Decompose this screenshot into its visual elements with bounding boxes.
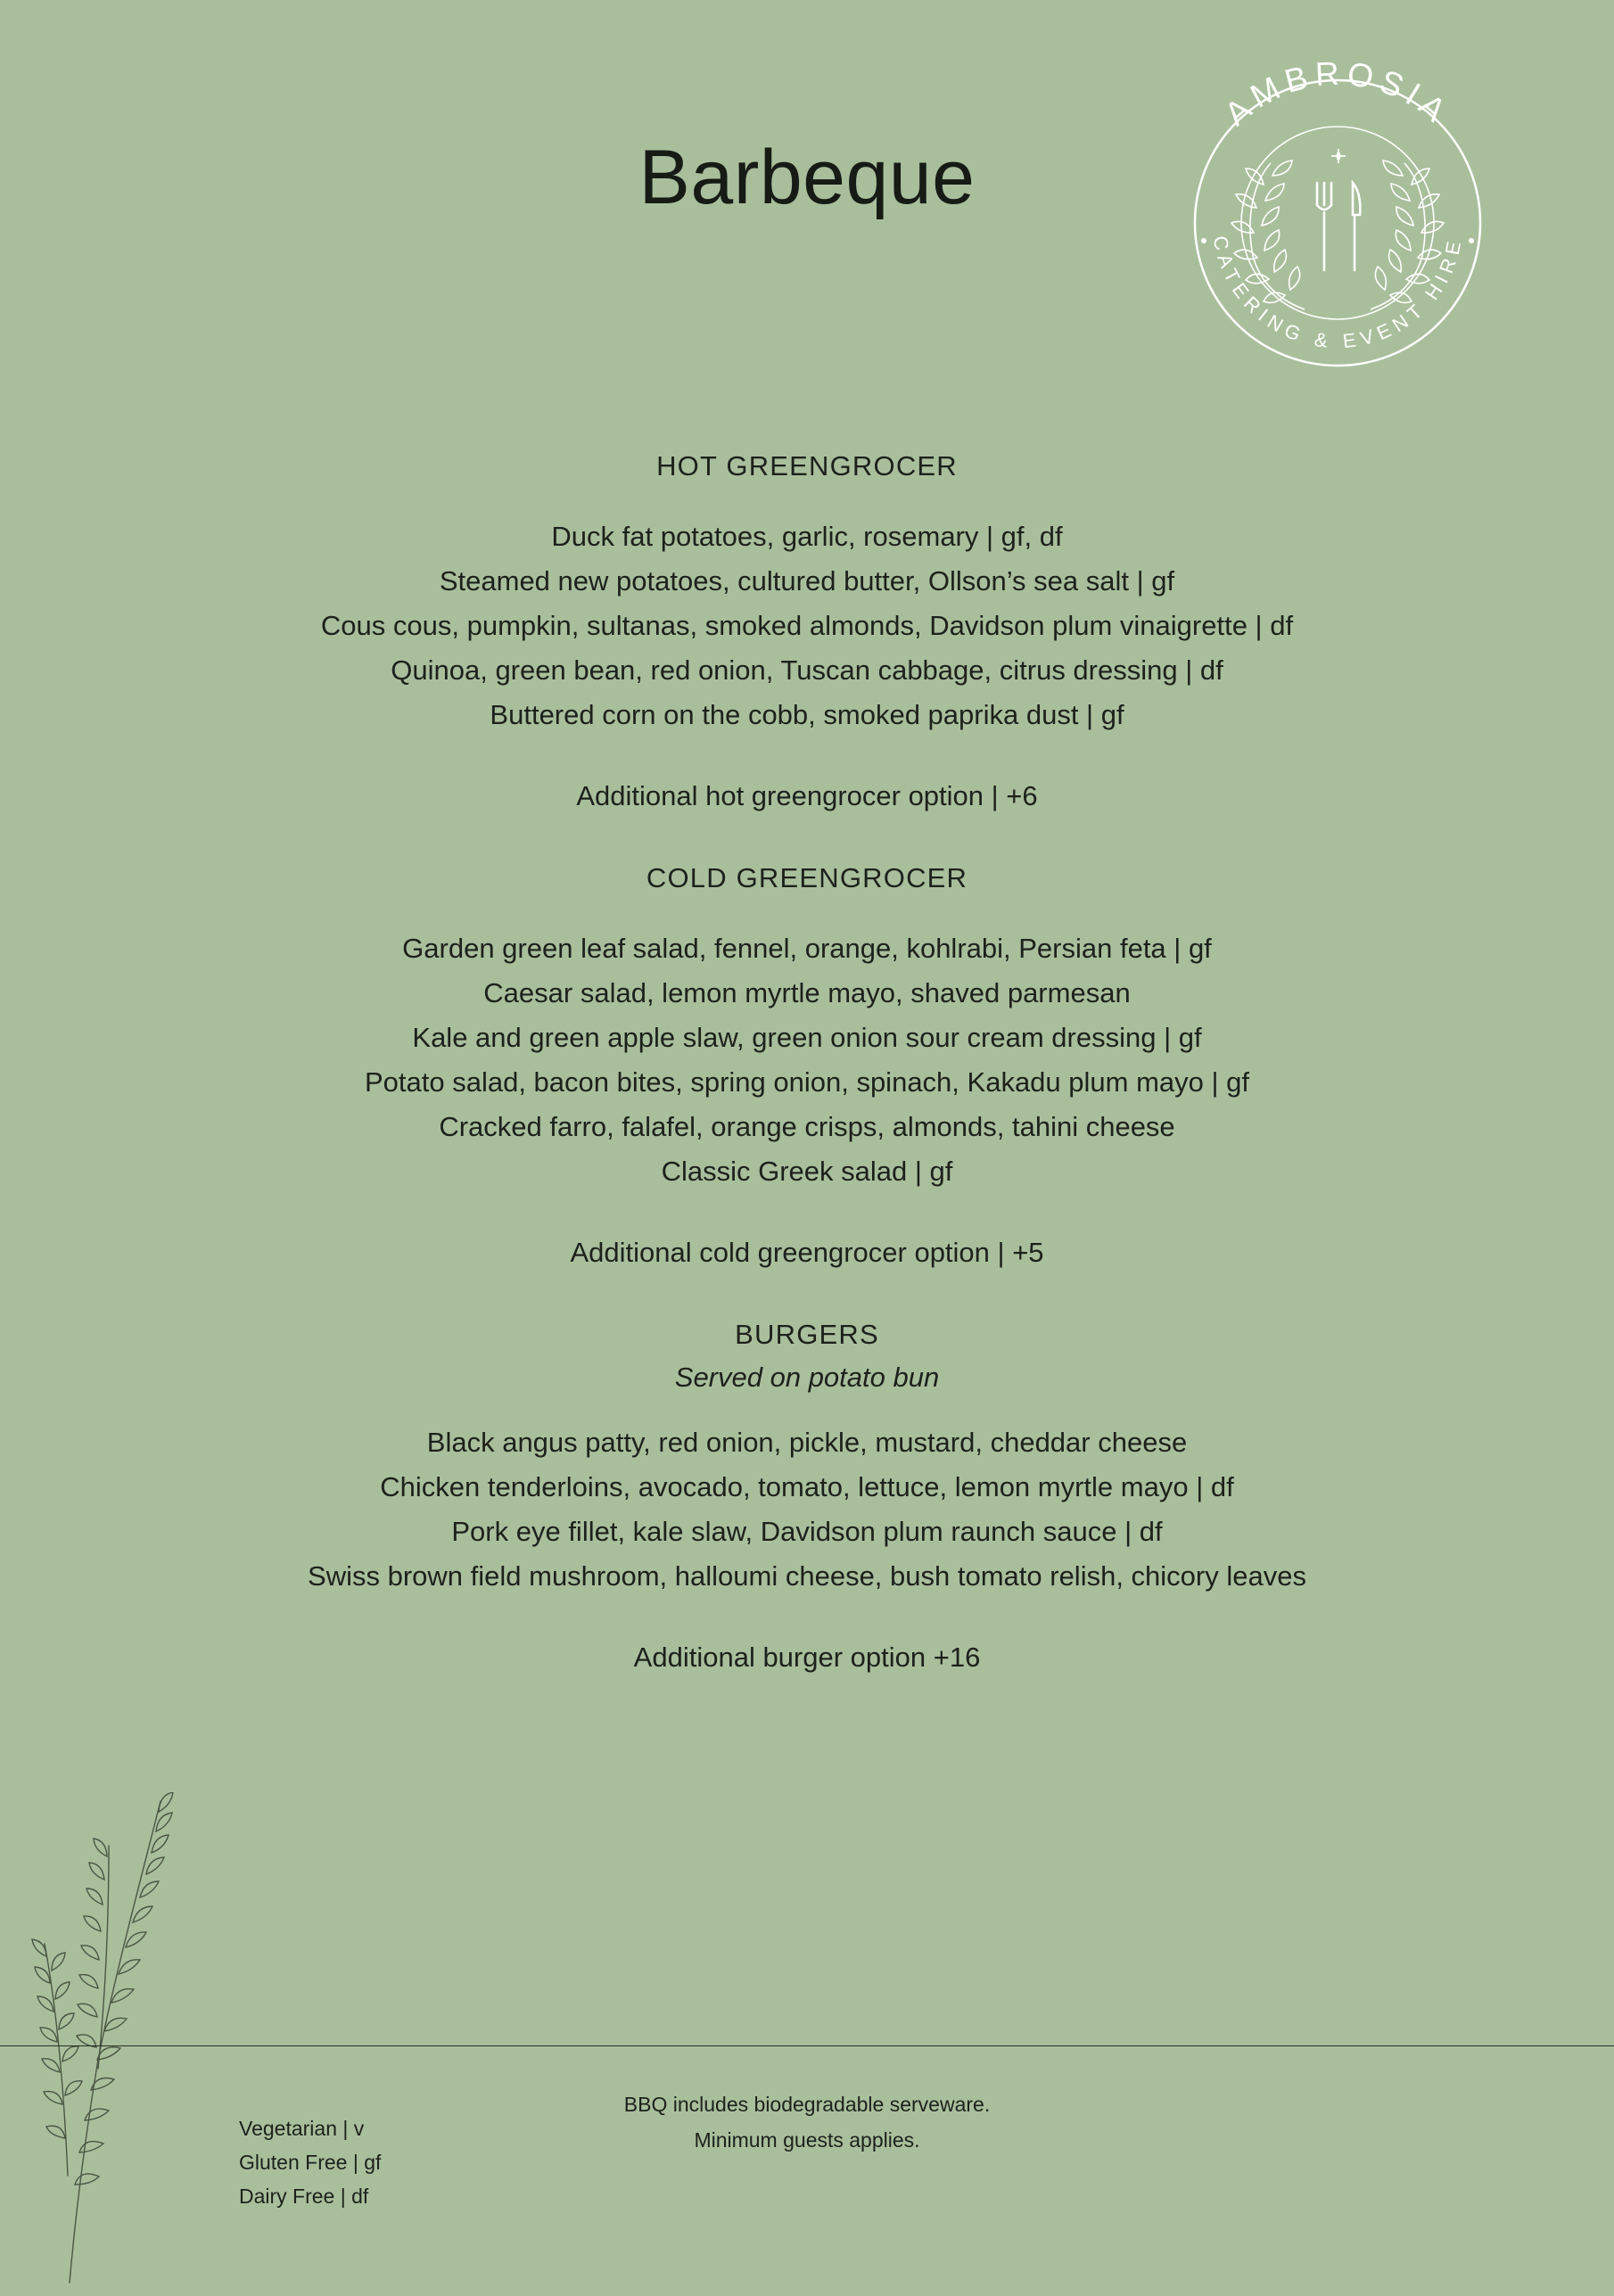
svg-text:CATERING & EVENT HIRE: CATERING & EVENT HIRE bbox=[1208, 234, 1467, 353]
menu-item: Chicken tenderloins, avocado, tomato, lettuce, lemon myrtle mayo | df bbox=[380, 1471, 1234, 1502]
dietary-legend bbox=[239, 2111, 381, 2213]
footer-note: BBQ includes biodegradable serveware. bbox=[623, 2093, 991, 2116]
legend-item-vegetarian: Vegetarian | v bbox=[239, 2117, 365, 2140]
section-heading: COLD GREENGROCER bbox=[646, 862, 968, 893]
footer-divider bbox=[0, 2045, 1614, 2046]
section-addon: Additional hot greengrocer option | +6 bbox=[576, 780, 1038, 811]
section-subheading: Served on potato bun bbox=[674, 1362, 940, 1393]
menu-item: Caesar salad, lemon myrtle mayo, shaved parmesan bbox=[483, 977, 1131, 1008]
footer-note: Minimum guests applies. bbox=[694, 2128, 920, 2152]
menu-item: Steamed new potatoes, cultured butter, Ollson’s sea salt | gf bbox=[439, 565, 1175, 597]
section-cold-greengrocer bbox=[0, 862, 1614, 1269]
menu-content bbox=[0, 450, 1614, 1724]
ambrosia-logo bbox=[1164, 49, 1511, 397]
section-hot-greengrocer bbox=[0, 450, 1614, 812]
menu-item: Pork eye fillet, kale slaw, Davidson plum raunch sauce | df bbox=[451, 1516, 1163, 1547]
section-items bbox=[0, 514, 1614, 737]
legend-item-dairy-free: Dairy Free | df bbox=[239, 2185, 369, 2208]
legend-item-gluten-free: Gluten Free | gf bbox=[239, 2151, 382, 2174]
section-items bbox=[0, 1420, 1614, 1599]
page-title: Barbeque bbox=[638, 135, 976, 220]
menu-item: Swiss brown field mushroom, halloumi cheese, bush tomato relish, chicory leaves bbox=[308, 1560, 1306, 1592]
section-addon: Additional burger option +16 bbox=[633, 1642, 981, 1673]
lavender-sprig-illustration bbox=[9, 1792, 241, 2292]
svg-text:AMBROSIA: AMBROSIA bbox=[1217, 54, 1458, 133]
menu-item: Cous cous, pumpkin, sultanas, smoked almonds, Davidson plum vinaigrette | df bbox=[320, 610, 1294, 641]
section-addon: Additional cold greengrocer option | +5 bbox=[570, 1237, 1044, 1268]
menu-item: Quinoa, green bean, red onion, Tuscan cabbage, citrus dressing | df bbox=[391, 654, 1223, 686]
section-burgers bbox=[0, 1319, 1614, 1674]
menu-item: Potato salad, bacon bites, spring onion, spinach, Kakadu plum mayo | gf bbox=[364, 1066, 1250, 1098]
section-heading: HOT GREENGROCER bbox=[656, 450, 958, 481]
menu-item: Kale and green apple slaw, green onion sour cream dressing | gf bbox=[412, 1022, 1202, 1053]
menu-item: Duck fat potatoes, garlic, rosemary | gf, df bbox=[551, 521, 1063, 552]
menu-item: Classic Greek salad | gf bbox=[661, 1156, 953, 1187]
section-heading: BURGERS bbox=[735, 1319, 879, 1350]
menu-item: Buttered corn on the cobb, smoked paprika dust | gf bbox=[490, 699, 1124, 730]
menu-item: Black angus patty, red onion, pickle, mustard, cheddar cheese bbox=[426, 1427, 1188, 1458]
section-items bbox=[0, 926, 1614, 1194]
menu-item: Garden green leaf salad, fennel, orange, kohlrabi, Persian feta | gf bbox=[402, 933, 1212, 964]
menu-item: Cracked farro, falafel, orange crisps, almonds, tahini cheese bbox=[439, 1111, 1175, 1142]
